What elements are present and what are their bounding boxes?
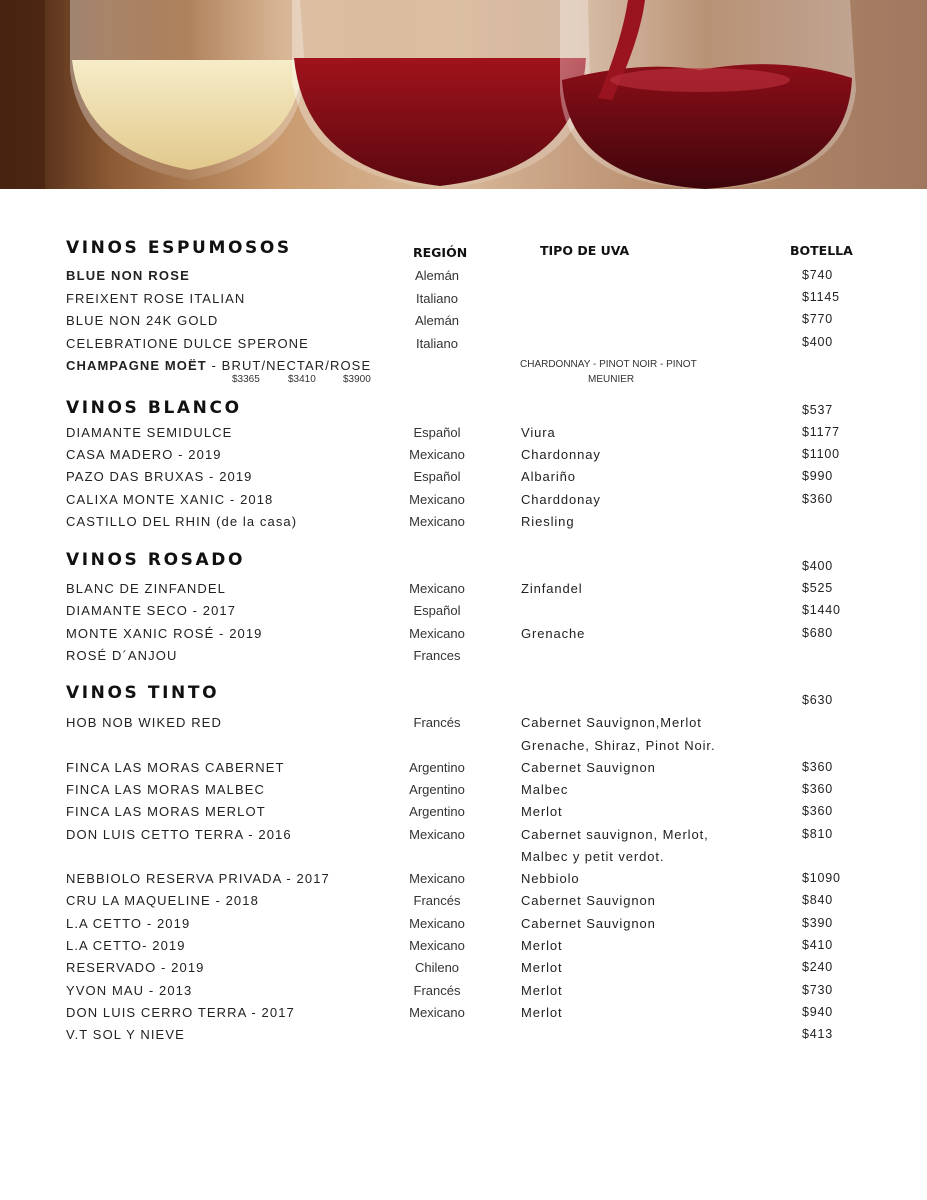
wine-price: $360 [802, 760, 834, 774]
wine-price: $360 [802, 804, 834, 818]
wine-name: FREIXENT ROSE ITALIAN [66, 291, 246, 306]
wine-name: FINCA LAS MORAS MALBEC [66, 782, 266, 797]
wine-grape: Albariño [521, 469, 576, 484]
wine-grape: Cabernet Sauvignon,Merlot [521, 715, 702, 730]
wine-price: $770 [802, 312, 834, 326]
wine-name: CRU LA MAQUELINE - 2018 [66, 893, 259, 908]
wine-region: Argentino [409, 804, 465, 819]
wine-name: L.A CETTO - 2019 [66, 916, 191, 931]
wine-grape: Cabernet Sauvignon [521, 916, 656, 931]
wine-price: $413 [802, 1027, 834, 1041]
wine-name: FINCA LAS MORAS MERLOT [66, 804, 266, 819]
wine-price: $1090 [802, 871, 841, 885]
wine-name-bold: CHAMPAGNE MOËT [66, 358, 207, 373]
wine-price: $360 [802, 782, 834, 796]
section-title-rosado: VINOS ROSADO [66, 550, 246, 570]
section-price: $630 [802, 693, 834, 707]
wine-price: $940 [802, 1005, 834, 1019]
wine-grape: Nebbiolo [521, 871, 580, 886]
wine-grape-line1: CHARDONNAY - PINOT NOIR - PINOT [520, 359, 697, 370]
variant-price-brut: $3365 [232, 374, 260, 385]
wine-grape: Grenache [521, 626, 586, 641]
wine-price: $840 [802, 893, 834, 907]
wine-name: BLUE NON ROSE [66, 268, 190, 283]
wine-name: BLUE NON 24K GOLD [66, 313, 219, 328]
wine-name: CELEBRATIONE DULCE SPERONE [66, 336, 309, 351]
wine-region: Mexicano [409, 447, 465, 462]
wine-grape: Merlot [521, 1005, 563, 1020]
wine-name: V.T SOL Y NIEVE [66, 1027, 185, 1042]
column-header-bottle: BOTELLA [790, 243, 853, 258]
wine-region: Mexicano [409, 581, 465, 596]
wine-name: DIAMANTE SEMIDULCE [66, 425, 233, 440]
wine-grape-continued: Grenache, Shiraz, Pinot Noir. [521, 738, 716, 753]
wine-region: Francés [413, 893, 461, 908]
wine-grape: Cabernet Sauvignon [521, 893, 656, 908]
wine-price: $1100 [802, 447, 840, 461]
wine-name: CASA MADERO - 2019 [66, 447, 222, 462]
section-title-espumosos: VINOS ESPUMOSOS [66, 238, 292, 258]
wine-grape: Cabernet Sauvignon [521, 760, 656, 775]
hero-wine-glasses-photo [0, 0, 927, 189]
wine-price: $810 [802, 827, 834, 841]
wine-grape: Chardonnay [521, 447, 601, 462]
wine-region: Italiano [416, 336, 458, 351]
column-header-grape: TIPO DE UVA [540, 243, 630, 258]
wine-name [66, 358, 371, 373]
wine-region: Argentino [409, 760, 465, 775]
wine-region: Mexicano [409, 871, 465, 886]
wine-region: Francés [413, 715, 461, 730]
wine-grape: Malbec [521, 782, 569, 797]
wine-price: $360 [802, 492, 834, 506]
wine-name: YVON MAU - 2013 [66, 983, 193, 998]
wine-price: $740 [802, 268, 834, 282]
wine-grape: Merlot [521, 983, 563, 998]
wine-grape: Merlot [521, 804, 563, 819]
wine-grape: Merlot [521, 938, 563, 953]
wine-region: Español [413, 425, 461, 440]
wine-region: Mexicano [409, 626, 465, 641]
wine-price: $390 [802, 916, 834, 930]
wine-grape: Viura [521, 425, 556, 440]
wine-region: Alemán [414, 313, 460, 328]
wine-region: Alemán [414, 268, 460, 283]
wine-name: BLANC DE ZINFANDEL [66, 581, 226, 596]
wine-region: Español [413, 603, 461, 618]
wine-price: $680 [802, 626, 834, 640]
wine-region: Mexicano [409, 916, 465, 931]
wine-name: PAZO DAS BRUXAS - 2019 [66, 469, 253, 484]
wine-name-variants: - BRUT/NECTAR/ROSE [206, 358, 372, 373]
wine-region: Español [413, 469, 461, 484]
wine-price: $1177 [802, 425, 840, 439]
wine-name: DON LUIS CETTO TERRA - 2016 [66, 827, 292, 842]
wine-price: $400 [802, 335, 834, 349]
wine-region: Frances [413, 648, 461, 663]
wine-region: Mexicano [409, 938, 465, 953]
wine-name: ROSÉ D´ANJOU [66, 648, 178, 663]
wine-region: Chileno [414, 960, 460, 975]
wine-grape: Zinfandel [521, 581, 583, 596]
wine-name: DIAMANTE SECO - 2017 [66, 603, 237, 618]
wine-name: L.A CETTO- 2019 [66, 938, 186, 953]
wine-name: HOB NOB WIKED RED [66, 715, 222, 730]
wine-price: $1440 [802, 603, 841, 617]
wine-price: $525 [802, 581, 834, 595]
variant-price-nectar: $3410 [288, 374, 316, 385]
wine-grape-continued: Malbec y petit verdot. [521, 849, 665, 864]
column-header-region: REGIÓN [413, 245, 468, 260]
wine-name: NEBBIOLO RESERVA PRIVADA - 2017 [66, 871, 330, 886]
wine-price: $730 [802, 983, 834, 997]
wine-grape-line2: MEUNIER [588, 374, 635, 385]
wine-name: FINCA LAS MORAS CABERNET [66, 760, 285, 775]
wine-price: $240 [802, 960, 834, 974]
wine-region: Italiano [416, 291, 458, 306]
wine-price: $1145 [802, 290, 840, 304]
wine-name: RESERVADO - 2019 [66, 960, 205, 975]
wine-region: Mexicano [409, 827, 465, 842]
variant-price-rose: $3900 [343, 374, 371, 385]
wine-region: Mexicano [409, 514, 465, 529]
wine-name: CALIXA MONTE XANIC - 2018 [66, 492, 274, 507]
wine-grape: Cabernet sauvignon, Merlot, [521, 827, 709, 842]
wine-region: Mexicano [409, 492, 465, 507]
wine-region: Francés [413, 983, 461, 998]
wine-name: CASTILLO DEL RHIN (de la casa) [66, 514, 298, 529]
wine-glasses-illustration [0, 0, 927, 189]
wine-region: Mexicano [409, 1005, 465, 1020]
wine-grape: Charddonay [521, 492, 601, 507]
wine-grape: Merlot [521, 960, 563, 975]
wine-price: $410 [802, 938, 834, 952]
wine-region: Argentino [409, 782, 465, 797]
wine-name: DON LUIS CERRO TERRA - 2017 [66, 1005, 295, 1020]
section-title-tinto: VINOS TINTO [66, 683, 220, 703]
wine-name: MONTE XANIC ROSÉ - 2019 [66, 626, 263, 641]
wine-grape: Riesling [521, 514, 575, 529]
wine-price: $990 [802, 469, 834, 483]
section-title-blanco: VINOS BLANCO [66, 398, 242, 418]
section-price: $537 [802, 403, 834, 417]
section-price: $400 [802, 559, 834, 573]
